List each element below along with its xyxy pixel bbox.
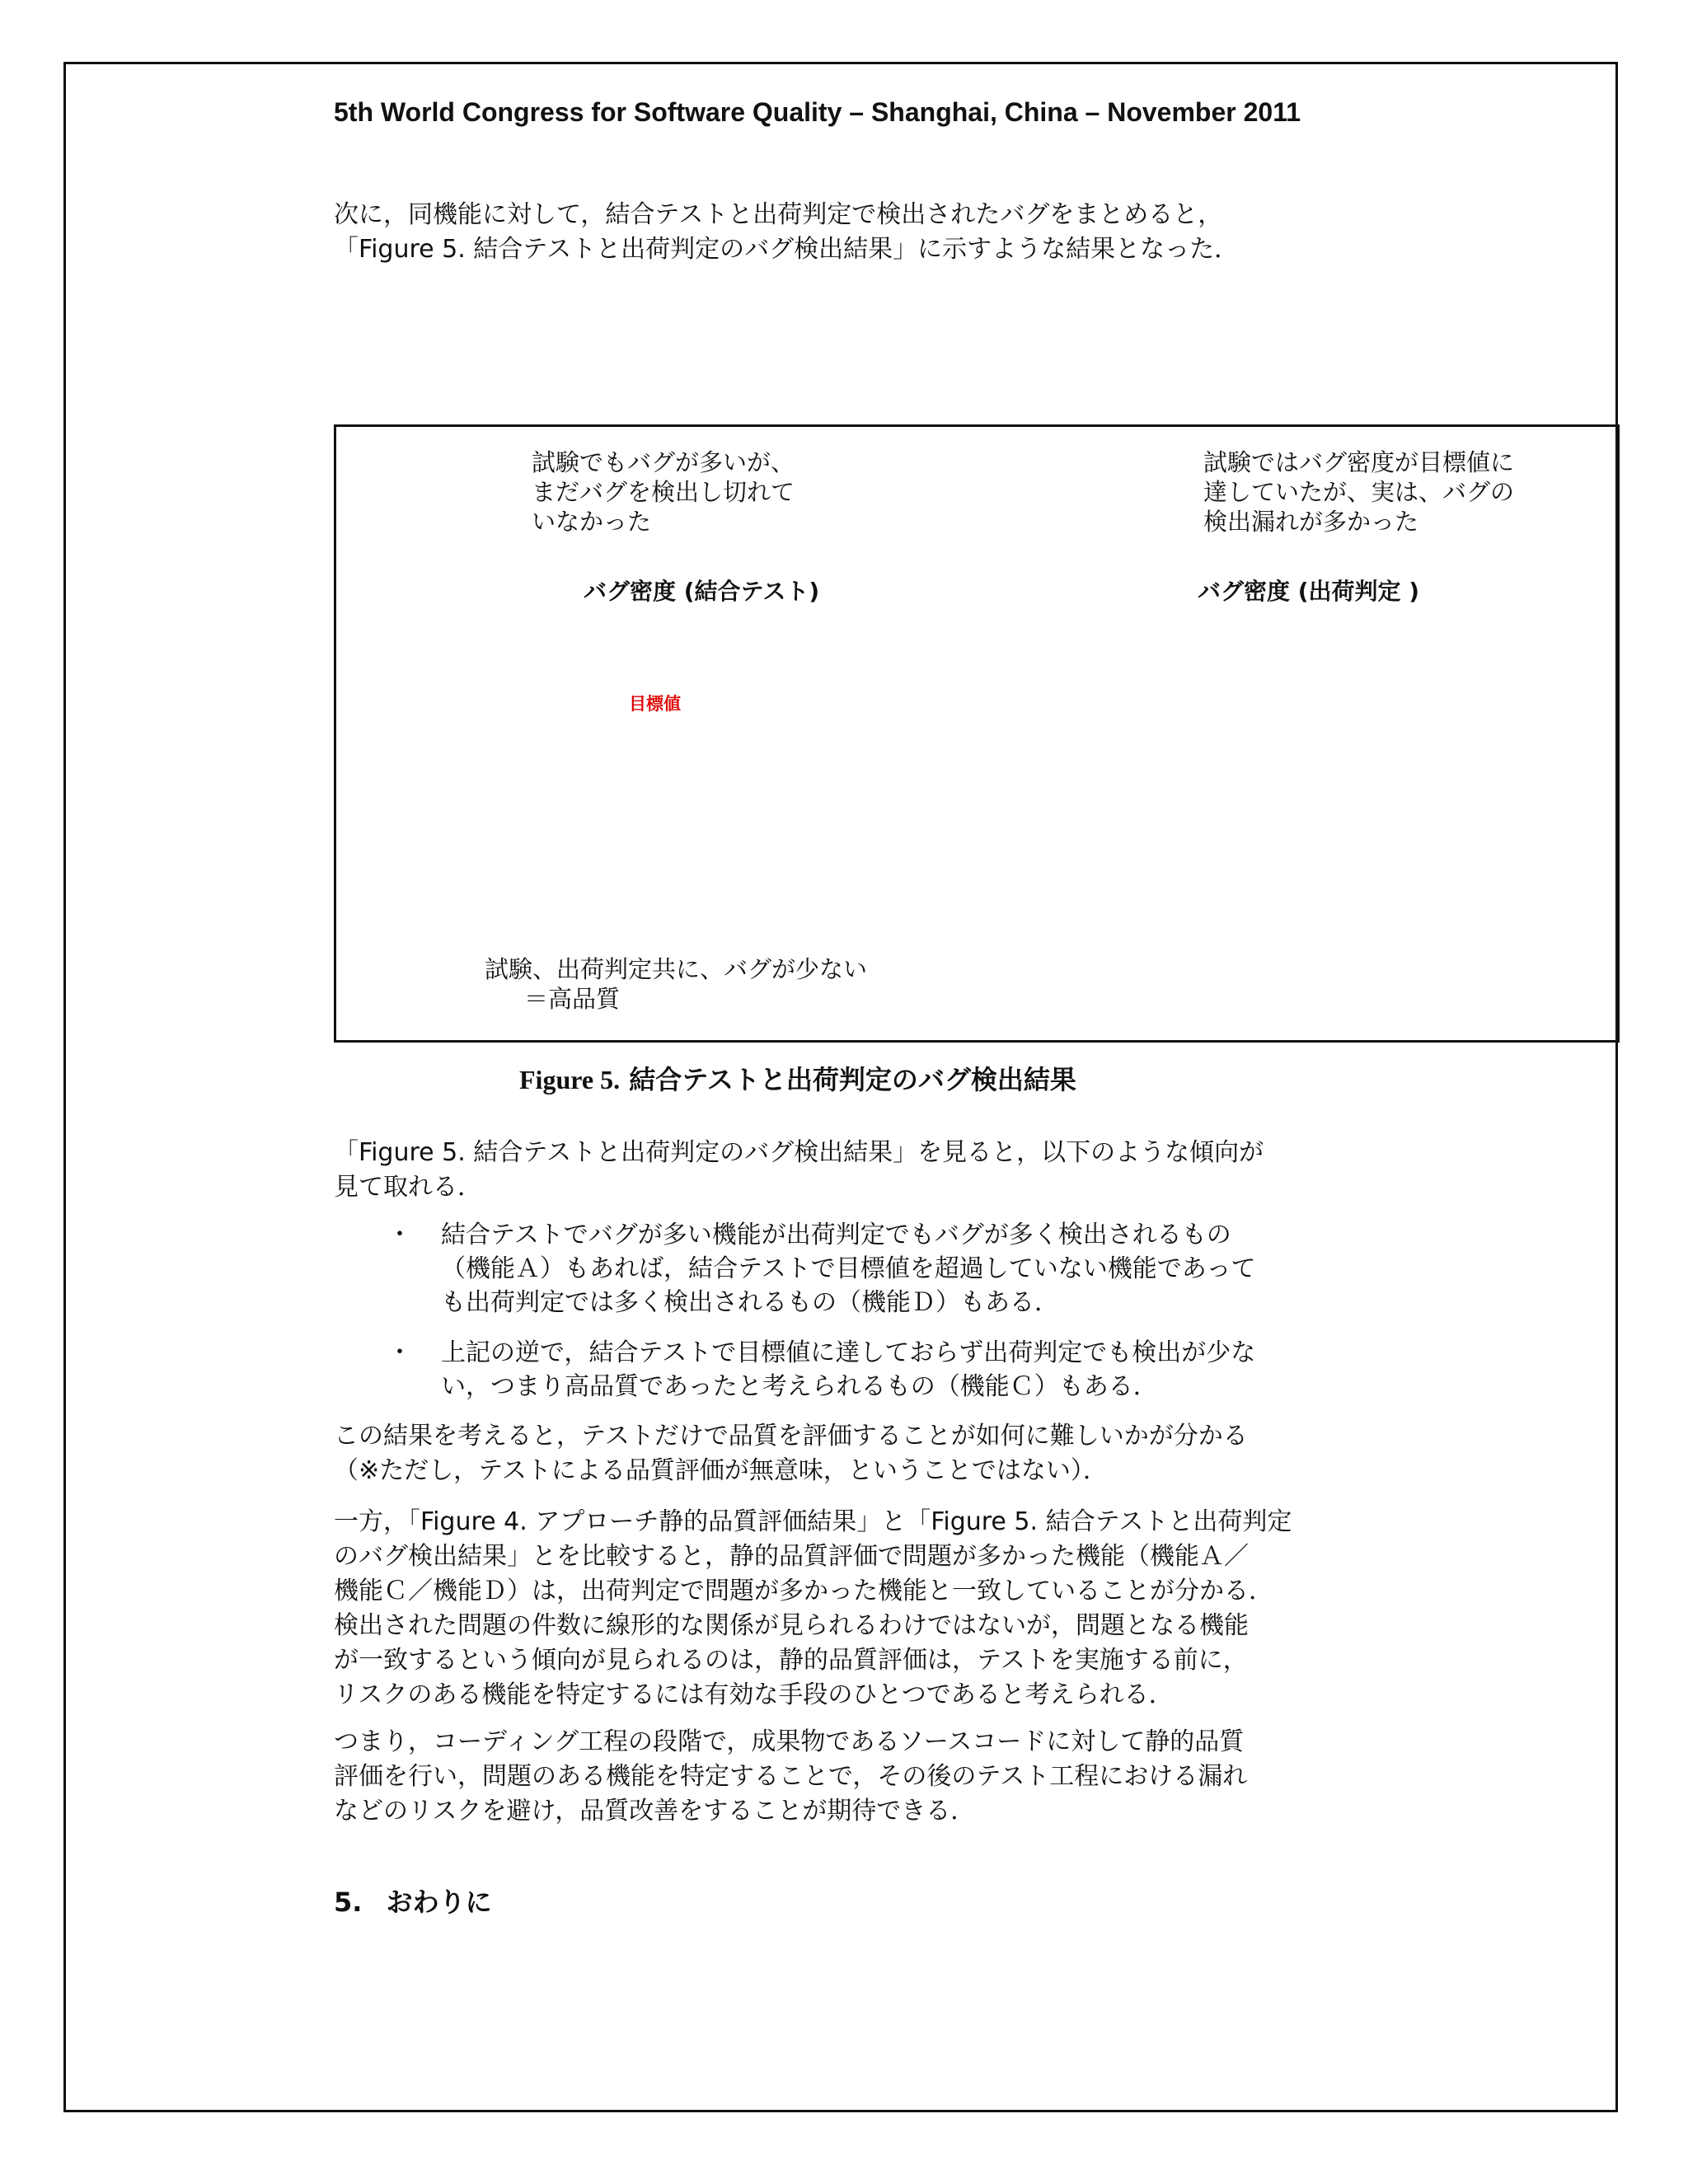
caption-number: Figure 5. xyxy=(519,1065,621,1094)
intro-line: 次に，同機能に対して，結合テストと出荷判定で検出されたバグをまとめると， xyxy=(334,200,1223,229)
figure-caption xyxy=(519,1059,1076,1097)
bullet-list xyxy=(387,1218,1376,1420)
section-heading xyxy=(334,1882,492,1919)
section-title: おわりに xyxy=(386,1886,492,1918)
note-bottom: 試験、出荷判定共に、バグが少ない ＝高品質 xyxy=(485,955,868,1013)
note-top-right: 試験ではバグ密度が目標値に 達していたが、実は、バグの 検出漏れが多かった xyxy=(1203,448,1515,536)
observation-paragraph: 「Figure 5. 結合テストと出荷判定のバグ検出結果」を見ると，以下のような傾向が 見て取れる． xyxy=(334,1138,1264,1202)
intro-line: 「Figure 5. 結合テストと出荷判定のバグ検出結果」に示すような結果となった． xyxy=(334,235,1240,264)
list-item: ・ 上記の逆で，結合テストで目標値に達しておらず出荷判定でも検出が少な い，つまり高品質であったと考えられるもの（機能Ｃ）もある． xyxy=(387,1336,1376,1404)
target-value-label: 目標値 xyxy=(629,694,681,714)
bullet-mark: ・ xyxy=(387,1221,412,1249)
conclusion-paragraph: つまり，コーディング工程の段階で，成果物であるソースコードに対して静的品質 評価を行い，問題のある機能を特定することで，その後のテスト工程における漏れ などのリスクを避け，品質改善をすることが期待できる． xyxy=(334,1727,1248,1825)
bullet-mark: ・ xyxy=(387,1338,412,1367)
section-number: 5. xyxy=(334,1886,363,1918)
result-paragraph: この結果を考えると，テストだけで品質を評価することが如何に難しいかが分かる （※ただし，テストによる品質評価が無意味，ということではない）． xyxy=(334,1422,1248,1485)
comparison-paragraph: 一方，「Figure 4. アプローチ静的品質評価結果」と「Figure 5. 結合テストと出荷判定 のバグ検出結果」とを比較すると，静的品質評価で問題が多かった機能（機能Ａ／ 機能Ｃ／機能Ｄ）は，出荷判定で問題が多かった機能と一致していることが分かる． 検出された問題の件数に線形的な関係が見られるわけではないが，問題となる機能 が一致するという傾向が見られるのは，静的品質評価は，テストを実施する前に， リスクのある機能を特定するには有効な手段のひとつであると考えられる． xyxy=(334,1507,1292,1709)
intro-paragraph xyxy=(334,198,1405,267)
figure-5-box xyxy=(334,424,1620,1043)
label-bug-density-shipping: バグ密度 (出荷判定 ) xyxy=(1198,578,1420,605)
caption-text: 結合テストと出荷判定のバグ検出結果 xyxy=(629,1064,1076,1095)
label-bug-density-integration: バグ密度 (結合テスト) xyxy=(584,578,820,605)
list-item: ・ 結合テストでバグが多い機能が出荷判定でもバグが多く検出されるもの （機能Ａ）もあれば，結合テストで目標値を超過していない機能であって も出荷判定では多く検出されるもの（機能Ｄ）もある． xyxy=(387,1218,1376,1319)
running-header: 5th World Congress for Software Quality – Shanghai, China – November 2011 xyxy=(334,97,1301,127)
note-top-left: 試験でもバグが多いが、 まだバグを検出し切れて いなかった xyxy=(532,448,795,536)
